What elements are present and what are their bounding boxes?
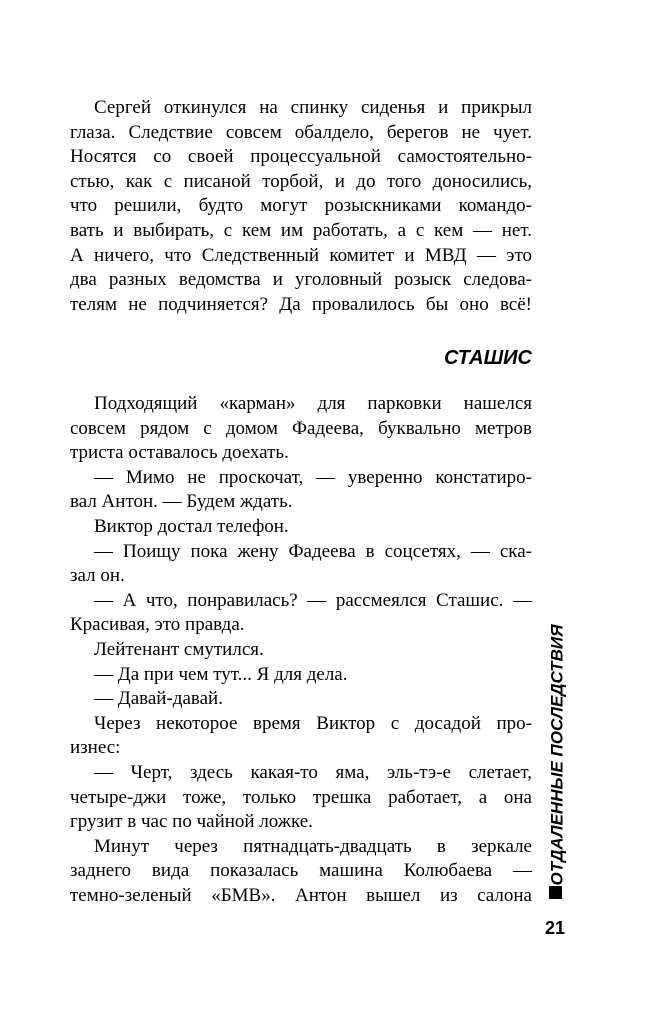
text-line: телям не подчиняется? Да провалилось бы оно всё! — [70, 293, 532, 315]
text-line: — Черт, здесь какая-то яма, эль-тэ-е слетает, — [94, 761, 532, 783]
text-line: — А что, понравилась? — рассмеялся Сташис. — — [94, 589, 532, 611]
square-marker-icon — [549, 886, 562, 899]
text-line: грузит в час по чайной ложке. — [70, 811, 313, 833]
text-line: два разных ведомства и уголовный розыск следова- — [70, 269, 532, 291]
text-line: Красивая, это правда. — [70, 614, 245, 636]
text-line: темно-зеленый «БМВ». Антон вышел из салона — [70, 884, 532, 906]
text-line: зал он. — [70, 565, 125, 587]
running-title — [538, 620, 576, 890]
text-line: Виктор достал телефон. — [94, 515, 289, 537]
text-line: четыре-джи тоже, только трешка работает, а она — [70, 786, 532, 808]
text-line: триста оставалось доехать. — [70, 442, 289, 464]
text-line: совсем рядом с домом Фадеева, буквально метров — [70, 417, 532, 439]
text-line: Минут через пятнадцать-двадцать в зеркале — [94, 835, 532, 857]
text-line: глаза. Следствие совсем обалдело, берегов не чует. — [70, 121, 532, 143]
running-title-text: ОТДАЛЕННЫЕ ПОСЛЕДСТВИЯ — [547, 624, 566, 886]
paragraph-block-2 — [70, 392, 532, 908]
text-line: — Да при чем тут... Я для дела. — [94, 663, 348, 685]
text-line: Сергей откинулся на спинку сиденья и прикрыл — [94, 97, 532, 118]
text-line: Подходящий «карман» для парковки нашелся — [94, 393, 532, 414]
section-heading: СТАШИС — [444, 347, 532, 369]
text-line: А ничего, что Следственный комитет и МВД — это — [70, 244, 532, 266]
text-line: стью, как с писаной торбой, и до того доносились, — [70, 170, 532, 192]
text-line: что решили, будто могут розыскниками командо- — [70, 195, 532, 217]
text-line: Через некоторое время Виктор с досадой про- — [94, 712, 532, 734]
paragraph-block-1 — [70, 96, 532, 317]
text-line: изнес: — [70, 737, 121, 759]
text-line: Носятся со своей процессуальной самостоятельно- — [70, 146, 532, 168]
text-line: — Мимо не проскочат, — уверенно констатиро- — [94, 466, 532, 488]
text-line: вал Антон. — Будем ждать. — [70, 491, 293, 513]
page-number: 21 — [544, 918, 566, 938]
text-line: заднего вида показалась машина Колюбаева — — [70, 860, 532, 882]
text-line: — Поищу пока жену Фадеева в соцсетях, — ска- — [94, 540, 532, 562]
text-line: Лейтенант смутился. — [94, 638, 264, 660]
text-line: — Давай-давай. — [94, 688, 223, 710]
text-line: вать и выбирать, с кем им работать, а с кем — нет. — [70, 219, 532, 241]
